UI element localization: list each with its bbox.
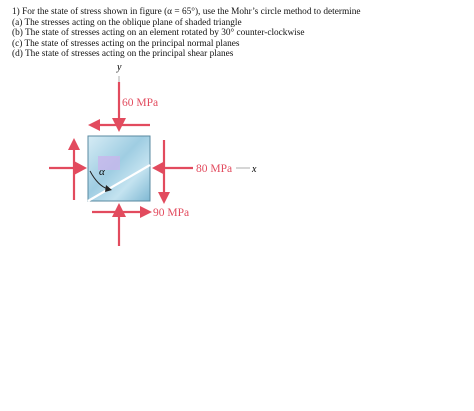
problem-part-d: (d) The state of stresses acting on the principal shear planes bbox=[12, 49, 234, 60]
angle-label: α bbox=[99, 166, 105, 178]
left-stress-arrow bbox=[49, 161, 87, 175]
bottom-stress-arrow bbox=[112, 203, 126, 246]
problem-intro: 1) For the state of stress shown in figure (α = 65°), use the Mohr’s circle method to determine bbox=[12, 7, 361, 17]
right-stress-label: 80 MPa bbox=[196, 163, 233, 175]
top-stress-label: 60 MPa bbox=[122, 97, 159, 109]
problem-part-c: (c) The state of stresses acting on the principal normal planes bbox=[12, 38, 240, 49]
problem-part-a: (a) The stresses acting on the oblique plane of shaded triangle bbox=[12, 17, 242, 28]
y-axis-label: y bbox=[117, 62, 122, 73]
x-axis-label: x bbox=[252, 164, 257, 175]
problem-part-b: (b) The state of stresses acting on an element rotated by 30° counter-clockwise bbox=[12, 28, 305, 39]
right-stress-arrow bbox=[152, 161, 193, 175]
bottom-stress-label: 90 MPa bbox=[153, 207, 190, 219]
